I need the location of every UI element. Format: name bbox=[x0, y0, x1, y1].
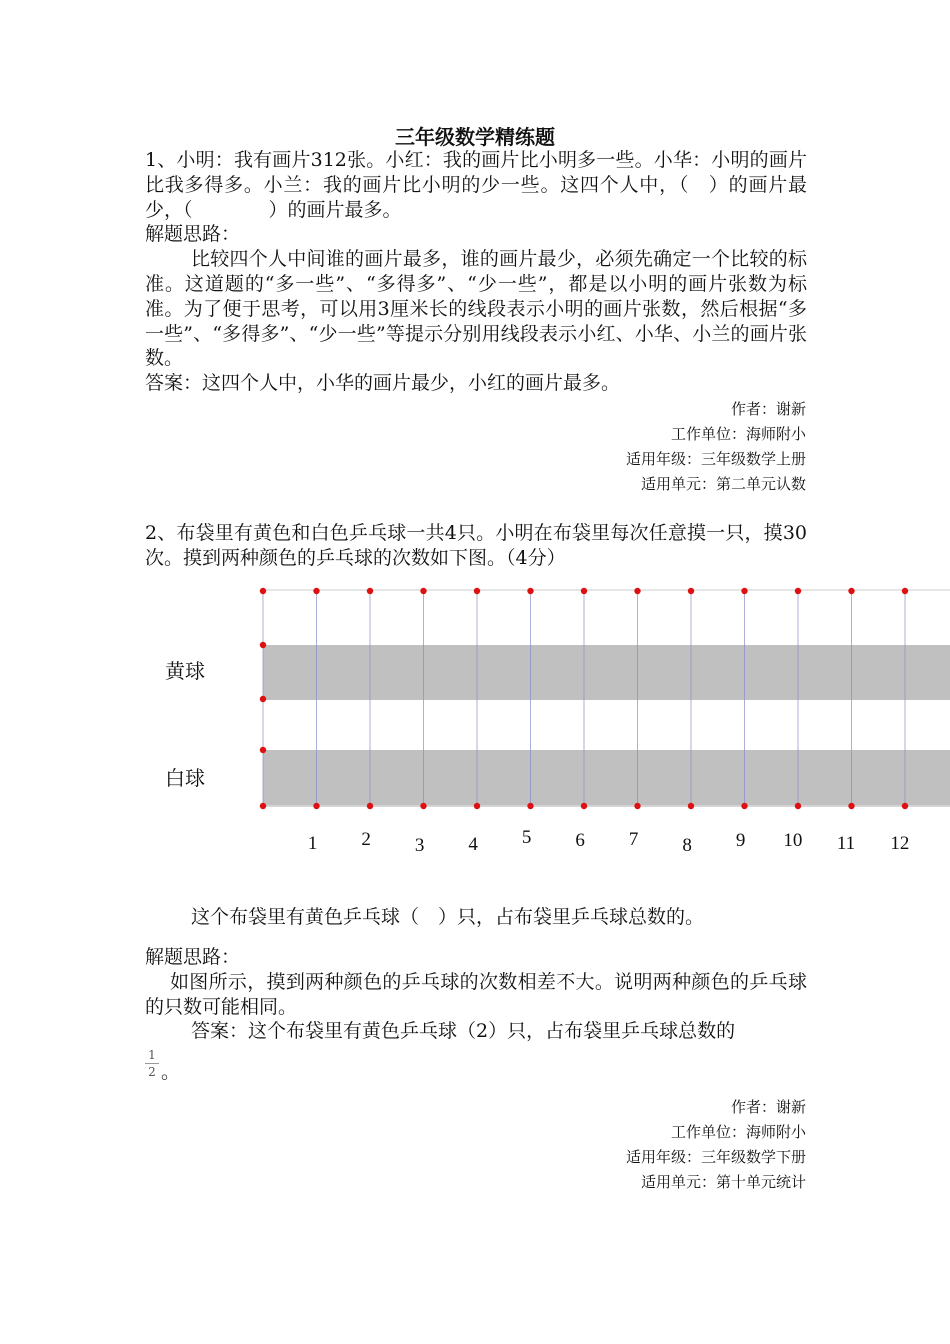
row-label-yellow: 黄球 bbox=[165, 659, 205, 683]
x-tick-label: 1 bbox=[307, 833, 318, 854]
bottom-point-1 bbox=[313, 803, 319, 809]
question-2-fill-end: 。 bbox=[685, 906, 705, 928]
question-2-meta bbox=[626, 1095, 806, 1195]
x-tick-label: 5 bbox=[521, 827, 532, 848]
x-tick-label: 6 bbox=[575, 830, 585, 851]
fraction-denominator: 2 bbox=[148, 1065, 156, 1079]
row-label-white: 白球 bbox=[165, 766, 205, 790]
question-2 bbox=[145, 521, 807, 571]
x-tick-label: 3 bbox=[414, 835, 425, 856]
question-2-answer: 答案：这个布袋里有黄色乒乓球（2）只，占布袋里乒乓球总数的 bbox=[191, 1020, 736, 1043]
school-line: 工作单位：海师附小 bbox=[670, 1123, 806, 1141]
top-point-6 bbox=[581, 588, 587, 594]
answer-fraction bbox=[145, 1048, 159, 1079]
x-tick-label: 11 bbox=[836, 833, 856, 854]
x-tick-label: 9 bbox=[735, 830, 746, 851]
bottom-point-9 bbox=[741, 803, 747, 809]
unit-line: 适用单元：第十单元统计 bbox=[640, 1173, 806, 1191]
top-point-10 bbox=[795, 588, 801, 594]
page-title: 三年级数学精练题 bbox=[395, 125, 555, 149]
grade-line: 适用年级：三年级数学下册 bbox=[625, 1148, 806, 1166]
fraction-bar bbox=[145, 1063, 159, 1064]
fraction-numerator: 1 bbox=[148, 1048, 156, 1062]
bottom-point-7 bbox=[634, 803, 640, 809]
question-1-analysis: 比较四个人中间谁的画片最多，谁的画片最少，必须先确定一个比较的标准。这道题的“多一些”、“多得多”、“少一些”，都是以小明的画片张数为标准。为了便于思考，可以用3厘米长的线段表示小明的画片张数，然后根据“多一些”、“多得多”、“少一些”等提示分别用线段表示小红、小华、小兰的画片张数。 bbox=[145, 248, 807, 370]
question-1-text: 1、小明：我有画片312张。小红：我的画片比小明多一些。小华：小明的画片比我多得多。小兰：我的画片比小明的少一些。这四个人中，（ ）的画片最少，（ ）的画片最多。 bbox=[145, 149, 807, 221]
bar-0 bbox=[263, 645, 950, 700]
question-1-meta bbox=[626, 397, 806, 497]
left-point-0 bbox=[260, 642, 266, 648]
question-2-analysis-label: 解题思路： bbox=[145, 946, 241, 968]
top-point-3 bbox=[420, 588, 426, 594]
top-point-12 bbox=[902, 588, 908, 594]
question-1 bbox=[145, 148, 807, 396]
top-point-2 bbox=[367, 588, 373, 594]
bottom-point-6 bbox=[581, 803, 587, 809]
bottom-point-8 bbox=[688, 803, 694, 809]
author-line: 作者：谢新 bbox=[730, 1098, 806, 1116]
bottom-point-5 bbox=[527, 803, 533, 809]
bottom-point-3 bbox=[420, 803, 426, 809]
bottom-point-12 bbox=[902, 803, 908, 809]
question-2-text: 2、布袋里有黄色和白色乒乓球一共4只。小明在布袋里每次任意摸一只，摸30次。摸到两种颜色的乒乓球的次数如下图。（4分） bbox=[145, 522, 807, 569]
left-point-1 bbox=[260, 696, 266, 702]
bottom-point-10 bbox=[795, 803, 801, 809]
question-2-fill-line bbox=[145, 905, 807, 930]
left-point-2 bbox=[260, 747, 266, 753]
x-tick-label: 10 bbox=[783, 830, 803, 851]
x-tick-label: 4 bbox=[468, 834, 478, 855]
bottom-point-11 bbox=[848, 803, 854, 809]
top-point-7 bbox=[634, 588, 640, 594]
x-tick-label: 7 bbox=[628, 829, 639, 850]
question-2-answer-end: 。 bbox=[161, 1061, 181, 1083]
bar-1 bbox=[263, 750, 950, 805]
top-point-5 bbox=[527, 588, 533, 594]
question-1-analysis-label: 解题思路： bbox=[145, 223, 241, 246]
bottom-point-0 bbox=[260, 803, 266, 809]
x-tick-label: 2 bbox=[361, 829, 371, 850]
top-point-9 bbox=[741, 588, 747, 594]
x-tick-label: 12 bbox=[890, 833, 910, 854]
bottom-point-2 bbox=[367, 803, 373, 809]
top-point-4 bbox=[474, 588, 480, 594]
bottom-point-4 bbox=[474, 803, 480, 809]
question-2-analysis-block bbox=[145, 945, 807, 1044]
grade-line: 适用年级：三年级数学上册 bbox=[625, 450, 806, 468]
question-1-answer: 答案：这四个人中，小华的画片最少，小红的画片最多。 bbox=[145, 372, 621, 395]
unit-line: 适用单元：第二单元认数 bbox=[640, 475, 806, 493]
tally-chart-svg bbox=[0, 575, 950, 865]
top-point-0 bbox=[260, 588, 266, 594]
top-point-1 bbox=[313, 588, 319, 594]
top-point-8 bbox=[688, 588, 694, 594]
author-line: 作者：谢新 bbox=[730, 400, 806, 418]
top-point-11 bbox=[848, 588, 854, 594]
question-2-fill-text: 这个布袋里有黄色乒乓球（ ）只，占布袋里乒乓球总数的 bbox=[191, 906, 686, 928]
tally-chart bbox=[0, 575, 950, 865]
x-tick-label: 8 bbox=[682, 835, 692, 856]
question-2-analysis: 如图所示，摸到两种颜色的乒乓球的次数相差不大。说明两种颜色的乒乓球的只数可能相同。 bbox=[145, 970, 807, 1018]
school-line: 工作单位：海师附小 bbox=[670, 425, 806, 443]
